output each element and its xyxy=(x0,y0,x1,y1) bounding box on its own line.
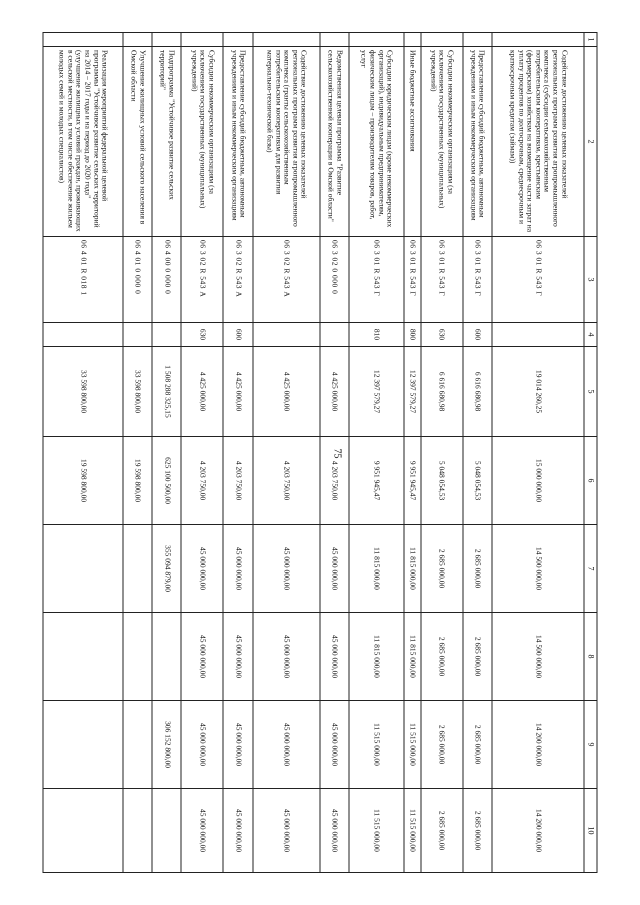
table-cell-empty xyxy=(182,33,224,47)
column-number: 8 xyxy=(584,613,597,701)
table-cell-c5: 4 425 000,00 xyxy=(223,347,252,437)
table-cell-c5: 12 397 579,27 xyxy=(349,347,403,437)
table-cell-c10: 2 685 000,00 xyxy=(463,789,492,873)
table-cell-c7: 11 815 000,00 xyxy=(404,525,421,613)
table-cell-c10: 45 000 000,00 xyxy=(320,789,349,873)
column-number-row xyxy=(584,33,597,873)
table-cell-c7: 45 000 000,00 xyxy=(223,525,252,613)
table-cell-c5: 4 425 000,00 xyxy=(320,347,349,437)
table-cell-empty xyxy=(253,33,320,47)
table-row xyxy=(320,33,349,873)
table-cell-c8: 45 000 000,00 xyxy=(253,613,320,701)
table-row xyxy=(404,33,421,873)
table-cell-c6: 4 203 750,00 xyxy=(320,437,349,525)
table-cell-c6: 9 951 945,47 xyxy=(404,437,421,525)
table-cell-kvr xyxy=(123,323,152,347)
rotated-document xyxy=(43,32,598,872)
table-cell-c6: 4 203 750,00 xyxy=(253,437,320,525)
table-cell-code: 06 3 02 0 000 0 xyxy=(320,237,349,323)
table-cell-c5: 12 397 579,27 xyxy=(404,347,421,437)
table-row xyxy=(253,33,320,873)
table-cell-c10: 45 000 000,00 xyxy=(182,789,224,873)
table-cell-code: 06 3 02 R 543 А xyxy=(182,237,224,323)
table-cell-c7 xyxy=(43,525,123,613)
table-cell-c8: 45 000 000,00 xyxy=(320,613,349,701)
table-cell-c5: 6 616 680,98 xyxy=(463,347,492,437)
table-cell-c10: 11 515 000,00 xyxy=(404,789,421,873)
table-cell-name: Предоставление субсидий бюджетным, автономным учреждениям и иным некоммерческим организациям xyxy=(223,47,252,237)
table-cell-empty xyxy=(152,33,181,47)
table-cell-c8: 11 815 000,00 xyxy=(349,613,403,701)
table-cell-kvr: 630 xyxy=(421,323,463,347)
table-cell-c9 xyxy=(123,701,152,789)
table-cell-c7: 45 000 000,00 xyxy=(253,525,320,613)
budget-table xyxy=(43,32,598,873)
table-cell-kvr: 600 xyxy=(223,323,252,347)
table-cell-name: Подпрограмма "Устойчивое развитие сельских территорий" xyxy=(152,47,181,237)
table-row xyxy=(492,33,584,873)
table-row xyxy=(123,33,152,873)
table-cell-c6: 5 048 054,53 xyxy=(463,437,492,525)
table-cell-c5: 33 598 800,00 xyxy=(43,347,123,437)
table-cell-c10: 45 000 000,00 xyxy=(223,789,252,873)
table-cell-c8: 11 815 000,00 xyxy=(404,613,421,701)
table-row xyxy=(182,33,224,873)
table-cell-c6: 625 100 500,00 xyxy=(152,437,181,525)
table-cell-code: 06 3 01 R 543 Г xyxy=(349,237,403,323)
table-cell-c9: 45 000 000,00 xyxy=(253,701,320,789)
table-cell-c10: 11 515 000,00 xyxy=(349,789,403,873)
table-cell-c9 xyxy=(43,701,123,789)
table-cell-c9: 11 515 000,00 xyxy=(349,701,403,789)
table-cell-c7: 11 815 000,00 xyxy=(349,525,403,613)
table-cell-name: Содействие достижению целевых показателей региональных программ развития агропромышленного комплекса (гранты сельскохозяйственным потребительским кооперативам для развития материально-технической базы) xyxy=(253,47,320,237)
table-cell-name: Субсидии некоммерческим организациям (за исключением государственных (муниципальных) учреждений) xyxy=(421,47,463,237)
table-row xyxy=(349,33,403,873)
column-number: 1 xyxy=(584,33,597,47)
table-cell-c5: 33 598 800,00 xyxy=(123,347,152,437)
table-cell-kvr xyxy=(253,323,320,347)
table-cell-c8: 45 000 000,00 xyxy=(223,613,252,701)
table-cell-c8: 2 685 000,00 xyxy=(463,613,492,701)
table-cell-empty xyxy=(320,33,349,47)
table-cell-c10: 2 685 000,00 xyxy=(421,789,463,873)
table-row xyxy=(223,33,252,873)
table-cell-name: Улучшение жилищных условий сельского населения в Омской области xyxy=(123,47,152,237)
table-cell-c10 xyxy=(43,789,123,873)
table-cell-c6: 5 048 054,53 xyxy=(421,437,463,525)
table-cell-c9: 2 685 000,00 xyxy=(421,701,463,789)
table-cell-c10 xyxy=(123,789,152,873)
table-cell-empty xyxy=(404,33,421,47)
table-cell-c6: 9 951 945,47 xyxy=(349,437,403,525)
table-cell-kvr: 800 xyxy=(404,323,421,347)
table-cell-c8: 45 000 000,00 xyxy=(182,613,224,701)
table-cell-c7: 45 000 000,00 xyxy=(320,525,349,613)
table-cell-empty xyxy=(123,33,152,47)
table-cell-code: 06 3 01 R 543 Г xyxy=(421,237,463,323)
table-cell-name: Реализация мероприятий федеральной целевой программы "Устойчивое развитие сельских территорий на 2014 – 2017 годы и на период до 2020 года" (улучшение жилищных условий граждан, проживающих в сельской местности, в том числе обеспечение жильем молодых семей и молодых специалистов) xyxy=(43,47,123,237)
table-cell-c8: 2 685 000,00 xyxy=(421,613,463,701)
column-number: 7 xyxy=(584,525,597,613)
table-cell-c9: 45 000 000,00 xyxy=(320,701,349,789)
table-cell-c9: 45 000 000,00 xyxy=(223,701,252,789)
table-cell-name: Иные бюджетные ассигнования xyxy=(404,47,421,237)
table-cell-kvr xyxy=(152,323,181,347)
table-cell-empty xyxy=(492,33,584,47)
table-cell-c6: 15 000 000,00 xyxy=(492,437,584,525)
table-cell-code: 06 3 02 R 543 А xyxy=(223,237,252,323)
table-cell-kvr xyxy=(43,323,123,347)
column-number: 5 xyxy=(584,347,597,437)
table-cell-c8 xyxy=(123,613,152,701)
page-number: 75 xyxy=(331,448,343,459)
table-row xyxy=(43,33,123,873)
table-cell-name: Субсидии некоммерческим организациям (за исключением государственных (муниципальных) учреждений) xyxy=(182,47,224,237)
table-cell-c9: 11 515 000,00 xyxy=(404,701,421,789)
table-cell-code: 06 3 01 R 543 Г xyxy=(492,237,584,323)
table-cell-c5: 4 425 000,00 xyxy=(253,347,320,437)
column-number: 9 xyxy=(584,701,597,789)
table-cell-code: 06 4 01 0 000 0 xyxy=(123,237,152,323)
table-row xyxy=(152,33,181,873)
table-cell-kvr xyxy=(492,323,584,347)
column-number: 6 xyxy=(584,437,597,525)
table-cell-c7: 14 500 000,00 xyxy=(492,525,584,613)
column-number: 2 xyxy=(584,47,597,237)
table-cell-c8 xyxy=(152,613,181,701)
table-row xyxy=(463,33,492,873)
table-cell-c9: 45 000 000,00 xyxy=(182,701,224,789)
table-cell-name: Содействие достижению целевых показателей региональных программ развития агропромышленного комплекса (субсидии сельскохозяйственным потребительским кооперативам, крестьянским (фермерским) хозяйствам на возмещение части затрат на уплату процентов по долгосрочным, среднесрочным и краткосрочным кредитам (займам)) xyxy=(492,47,584,237)
table-cell-c5: 19 014 260,25 xyxy=(492,347,584,437)
table-cell-c6: 4 203 750,00 xyxy=(182,437,224,525)
table-cell-c6: 19 598 800,00 xyxy=(123,437,152,525)
table-cell-empty xyxy=(43,33,123,47)
column-number: 3 xyxy=(584,237,597,323)
table-cell-c10 xyxy=(152,789,181,873)
table-cell-kvr xyxy=(320,323,349,347)
table-cell-c8 xyxy=(43,613,123,701)
table-cell-c5: 4 425 000,00 xyxy=(182,347,224,437)
table-cell-kvr: 630 xyxy=(182,323,224,347)
table-cell-c10: 45 000 000,00 xyxy=(253,789,320,873)
table-cell-kvr: 600 xyxy=(463,323,492,347)
table-cell-kvr: 810 xyxy=(349,323,403,347)
table-cell-c10: 14 200 000,00 xyxy=(492,789,584,873)
table-cell-c8: 14 500 000,00 xyxy=(492,613,584,701)
table-cell-c7 xyxy=(123,525,152,613)
table-cell-c9: 306 152 800,00 xyxy=(152,701,181,789)
table-cell-empty xyxy=(463,33,492,47)
column-number: 4 xyxy=(584,323,597,347)
table-cell-empty xyxy=(223,33,252,47)
table-cell-empty xyxy=(349,33,403,47)
table-cell-code: 06 4 01 R 018 1 xyxy=(43,237,123,323)
table-cell-code: 06 3 02 R 543 А xyxy=(253,237,320,323)
table-cell-name: Субсидии юридическим лицам (кроме некоммерческих организаций), индивидуальным предпринимателям, физическим лицам – производителям товаров, работ, услуг xyxy=(349,47,403,237)
table-cell-c7: 355 094 879,00 xyxy=(152,525,181,613)
table-row xyxy=(421,33,463,873)
table-cell-code: 06 4 00 0 000 0 xyxy=(152,237,181,323)
column-number: 10 xyxy=(584,789,597,873)
table-cell-c9: 2 685 000,00 xyxy=(463,701,492,789)
table-cell-name: Ведомственная целевая программа "Развитие сельскохозяйственной кооперации в Омской области" xyxy=(320,47,349,237)
table-cell-c7: 2 685 000,00 xyxy=(421,525,463,613)
table-cell-empty xyxy=(421,33,463,47)
table-cell-c9: 14 200 000,00 xyxy=(492,701,584,789)
table-cell-name: Предоставление субсидий бюджетным, автономным учреждениям и иным некоммерческим организациям xyxy=(463,47,492,237)
table-cell-c5: 1 508 288 325,15 xyxy=(152,347,181,437)
table-cell-code: 06 3 01 R 543 Г xyxy=(404,237,421,323)
table-cell-c7: 45 000 000,00 xyxy=(182,525,224,613)
table-cell-c6: 19 598 800,00 xyxy=(43,437,123,525)
table-cell-c6: 4 203 750,00 xyxy=(223,437,252,525)
table-cell-c7: 2 685 000,00 xyxy=(463,525,492,613)
table-cell-c5: 6 616 680,98 xyxy=(421,347,463,437)
table-cell-code: 06 3 01 R 543 Г xyxy=(463,237,492,323)
